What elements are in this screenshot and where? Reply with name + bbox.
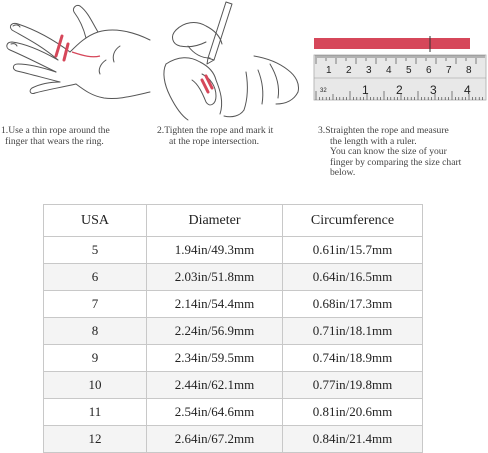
step3-illustration xyxy=(312,0,488,122)
ruler-bottom-number: 4 xyxy=(464,83,471,97)
circumference-cell: 0.74in/18.9mm xyxy=(283,345,423,372)
ruler-top-number: 5 xyxy=(406,65,412,76)
usa-size-cell: 8 xyxy=(44,318,147,345)
circumference-cell: 0.77in/19.8mm xyxy=(283,372,423,399)
circumference-cell: 0.64in/16.5mm xyxy=(283,264,423,291)
table-row xyxy=(44,264,423,291)
table-row xyxy=(44,345,423,372)
header-usa: USA xyxy=(44,205,147,237)
usa-size-cell: 5 xyxy=(44,237,147,264)
step1-line: finger that wears the ring. xyxy=(5,135,104,147)
header-diameter: Diameter xyxy=(147,205,283,237)
table-row xyxy=(44,426,423,453)
step3-line: 3.Straighten the rope and measure xyxy=(318,125,449,136)
hand-with-rope-icon xyxy=(0,0,152,122)
usa-size-cell: 7 xyxy=(44,291,147,318)
step2-line: at the rope intersection. xyxy=(169,135,260,147)
table-row xyxy=(44,291,423,318)
step1-line: 1.Use a thin rope around the xyxy=(1,125,110,136)
diameter-cell: 2.54in/64.6mm xyxy=(147,399,283,426)
diameter-cell: 2.64in/67.2mm xyxy=(147,426,283,453)
circumference-cell: 0.84in/21.4mm xyxy=(283,426,423,453)
diameter-cell: 2.34in/59.5mm xyxy=(147,345,283,372)
step3-line: You can know the size of your xyxy=(330,146,447,157)
step2-illustration xyxy=(158,0,308,122)
ruler-top-number: 7 xyxy=(446,65,452,76)
table-row xyxy=(44,237,423,264)
ruler-top-number: 2 xyxy=(346,65,352,76)
usa-size-cell: 9 xyxy=(44,345,147,372)
diameter-cell: 2.03in/51.8mm xyxy=(147,264,283,291)
circumference-cell: 0.61in/15.7mm xyxy=(283,237,423,264)
ruler-top-number: 6 xyxy=(426,65,432,76)
usa-size-cell: 10 xyxy=(44,372,147,399)
diameter-cell: 1.94in/49.3mm xyxy=(147,237,283,264)
step2-text xyxy=(157,126,313,147)
circumference-cell: 0.71in/18.1mm xyxy=(283,318,423,345)
step3-line: the length with a ruler. xyxy=(330,135,417,147)
step1-illustration xyxy=(0,0,152,122)
usa-size-cell: 6 xyxy=(44,264,147,291)
table-row xyxy=(44,318,423,345)
circumference-cell: 0.68in/17.3mm xyxy=(283,291,423,318)
step1-text xyxy=(1,126,155,147)
usa-size-cell: 12 xyxy=(44,426,147,453)
table-header-row xyxy=(44,205,423,237)
ruler-top-number: 8 xyxy=(466,65,472,76)
step3-line: finger by comparing the size chart xyxy=(330,156,462,168)
step3-line: below. xyxy=(330,167,356,178)
ruler-top-number: 1 xyxy=(326,65,332,76)
ruler-bottom-number: 1 xyxy=(362,83,369,97)
ruler-bottom-label: 32 xyxy=(320,88,327,94)
hand-marking-rope-icon xyxy=(158,0,308,122)
step2-line: 2.Tighten the rope and mark it xyxy=(157,125,274,136)
diameter-cell: 2.24in/56.9mm xyxy=(147,318,283,345)
circumference-cell: 0.81in/20.6mm xyxy=(283,399,423,426)
table-row xyxy=(44,399,423,426)
ruler-bottom-number: 2 xyxy=(396,83,403,97)
rope-strip xyxy=(314,38,470,49)
usa-size-cell: 11 xyxy=(44,399,147,426)
step3-text xyxy=(318,126,486,179)
ruler-icon xyxy=(312,0,488,122)
ruler-top-number: 3 xyxy=(366,65,372,76)
ruler-bottom-number: 3 xyxy=(430,83,437,97)
ruler-top-number: 4 xyxy=(386,65,392,76)
diameter-cell: 2.44in/62.1mm xyxy=(147,372,283,399)
ring-size-table xyxy=(43,204,423,453)
diameter-cell: 2.14in/54.4mm xyxy=(147,291,283,318)
table-row xyxy=(44,372,423,399)
header-circumference: Circumference xyxy=(283,205,423,237)
